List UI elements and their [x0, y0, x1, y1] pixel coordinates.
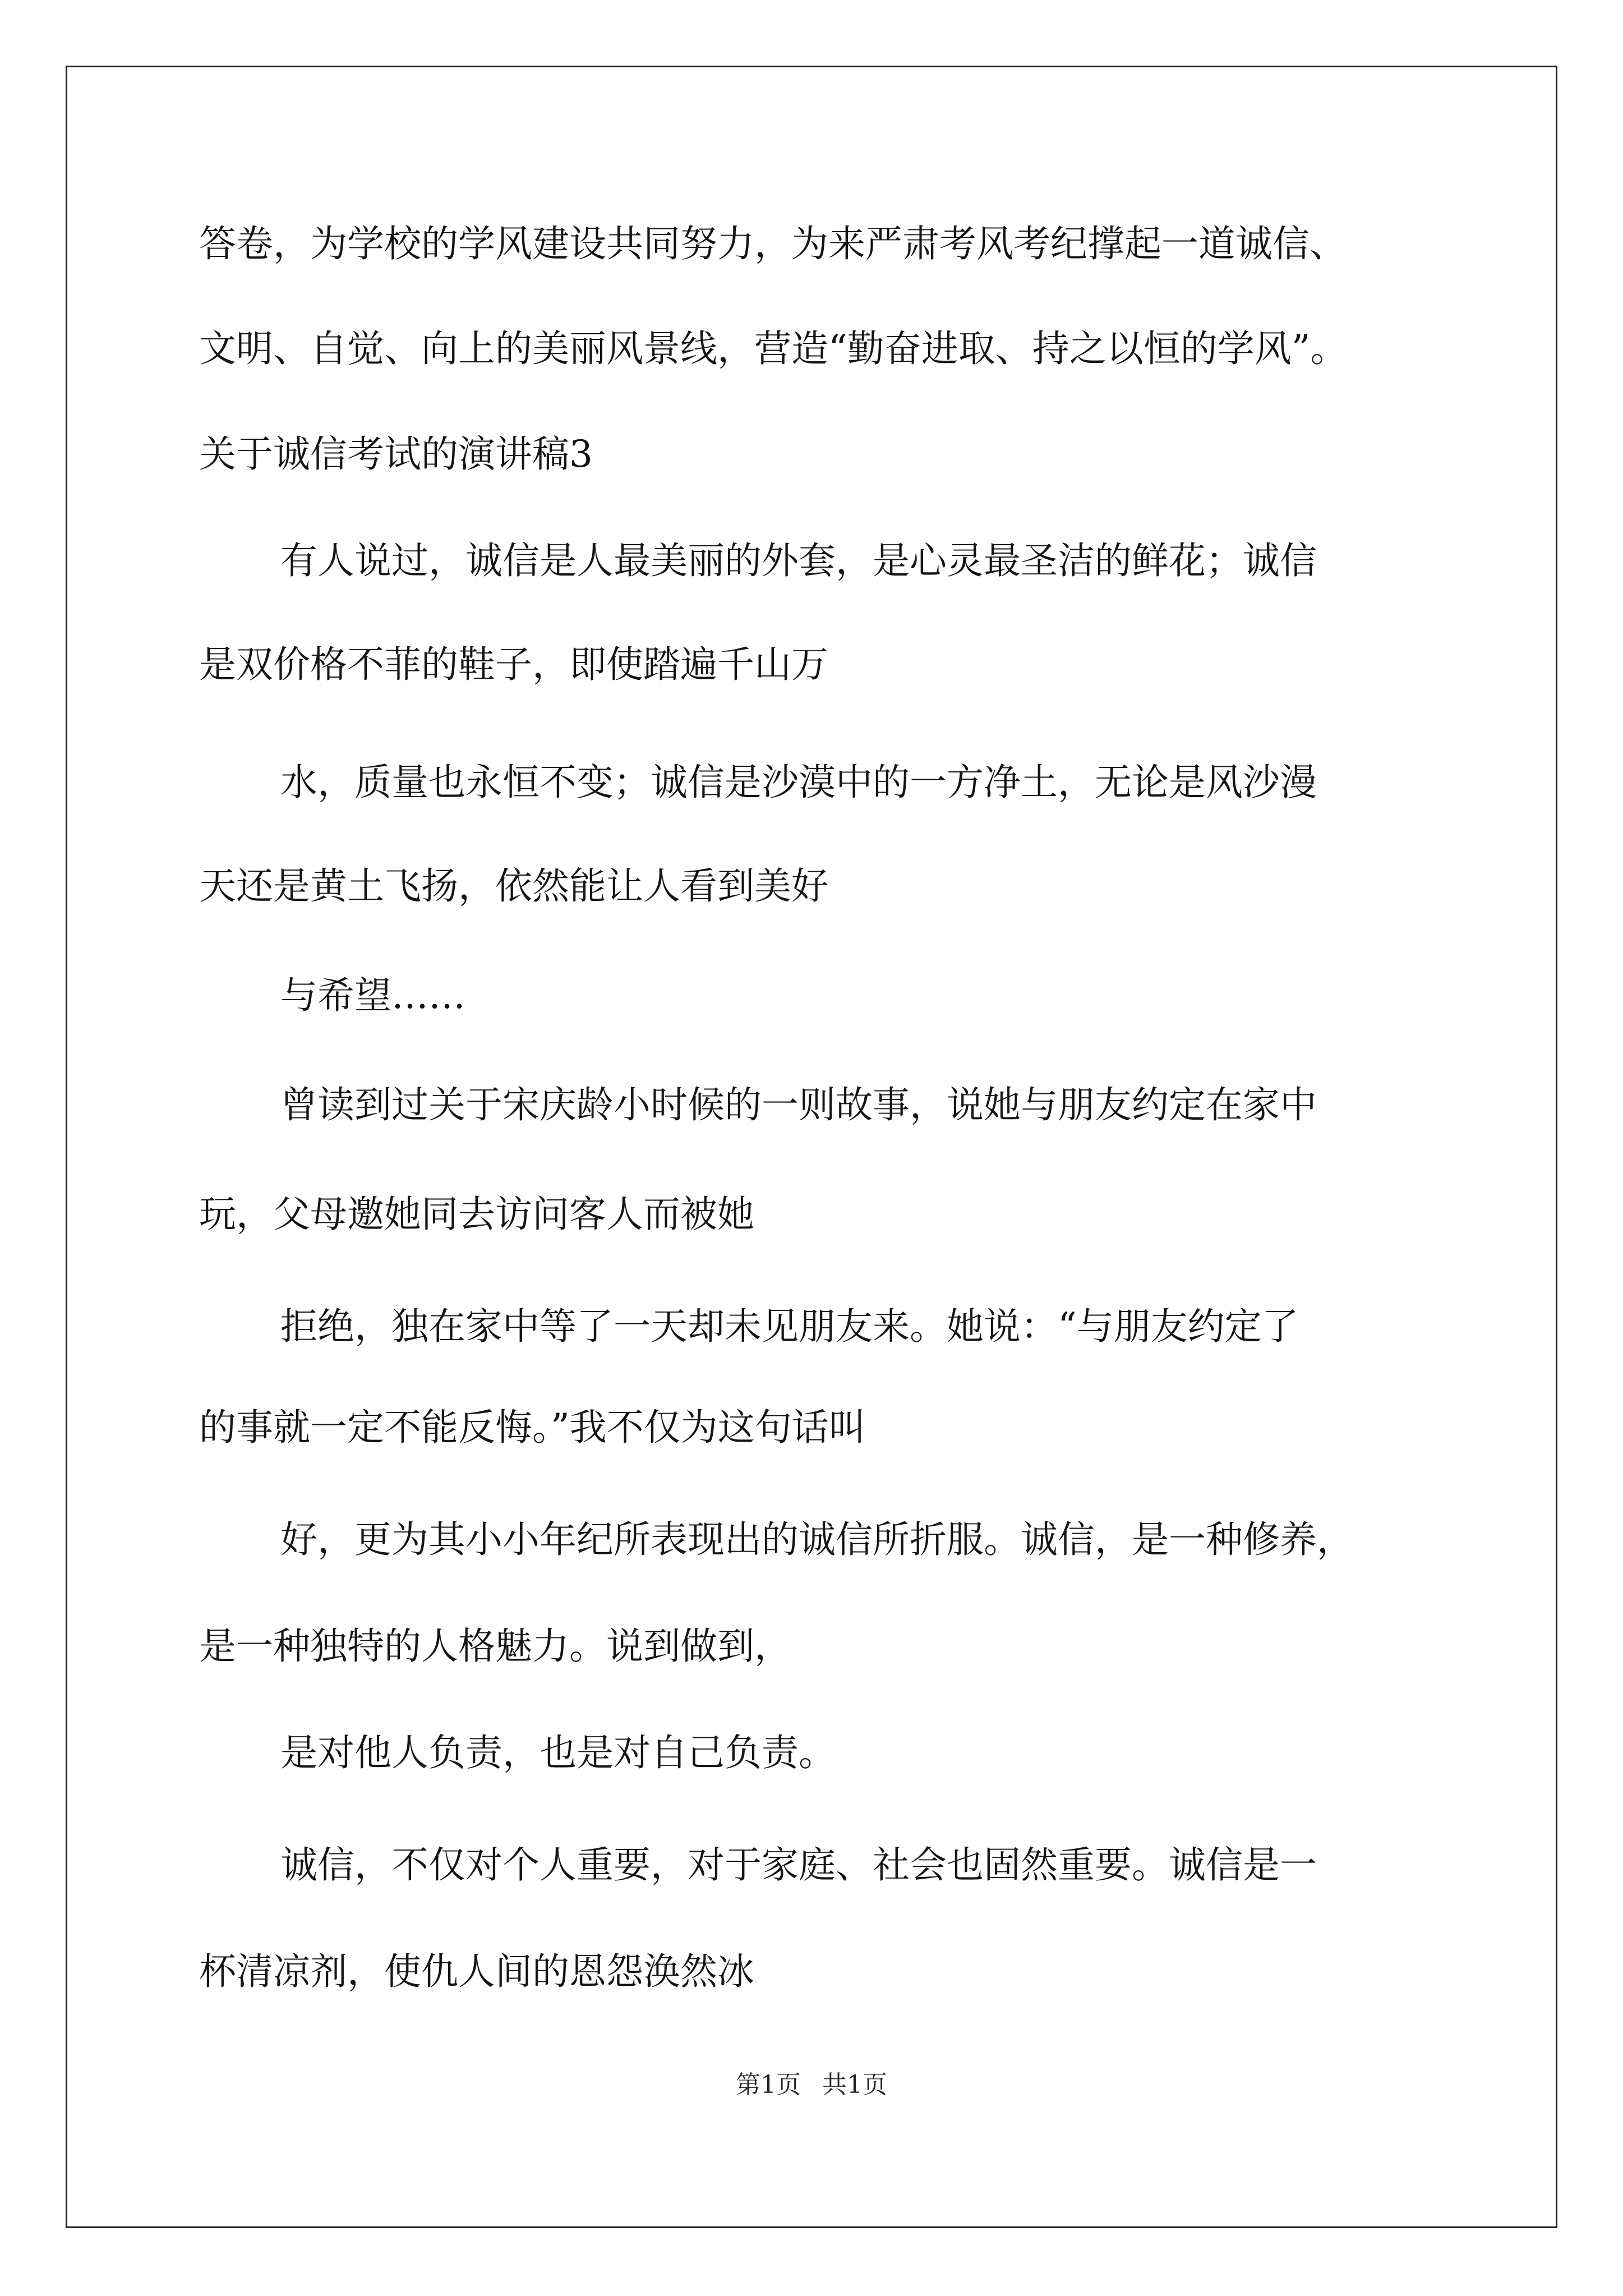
- text-line-11: 拒绝，独在家中等了一天却未见朋友来。她说：“与朋友约定了: [280, 1305, 1299, 1348]
- text-line-2: 文明、自觉、向上的美丽风景线，营造“勤奋进取、持之以恒的学风”。: [199, 327, 1348, 370]
- text-line-4: 有人说过，诚信是人最美丽的外套，是心灵最圣洁的鲜花；诚信: [280, 539, 1317, 582]
- text-line-15: 是对他人负责，也是对自己负责。: [280, 1731, 836, 1774]
- text-line-6: 水，质量也永恒不变；诚信是沙漠中的一方净土，无论是风沙漫: [280, 761, 1317, 804]
- text-line-10: 玩，父母邀她同去访问客人而被她: [199, 1193, 754, 1236]
- text-line-5: 是双价格不菲的鞋子，即使踏遍千山万: [199, 643, 828, 686]
- page-number: 第1页: [736, 2070, 801, 2099]
- text-line-8: 与希望……: [280, 974, 465, 1017]
- text-line-1: 答卷，为学校的学风建设共同努力，为来严肃考风考纪撑起一道诚信、: [199, 222, 1347, 265]
- text-line-7: 天还是黄土飞扬，依然能让人看到美好: [199, 864, 828, 908]
- text-line-12: 的事就一定不能反悔。”我不仅为这句话叫: [199, 1406, 866, 1449]
- page-total: 共1页: [822, 2070, 887, 2099]
- text-line-14: 是一种独特的人格魅力。说到做到，: [199, 1625, 791, 1668]
- section-heading: 关于诚信考试的演讲稿3: [199, 432, 593, 476]
- text-line-16: 诚信，不仅对个人重要，对于家庭、社会也固然重要。诚信是一: [280, 1843, 1317, 1887]
- page-frame: [66, 66, 1557, 2228]
- text-line-13: 好，更为其小小年纪所表现出的诚信所折服。诚信，是一种修养，: [280, 1518, 1354, 1561]
- text-line-17: 杯清凉剂，使仇人间的恩怨涣然冰: [199, 1950, 754, 1993]
- page-footer: [0, 2064, 1623, 2100]
- text-line-9: 曾读到过关于宋庆龄小时候的一则故事，说她与朋友约定在家中: [280, 1083, 1317, 1126]
